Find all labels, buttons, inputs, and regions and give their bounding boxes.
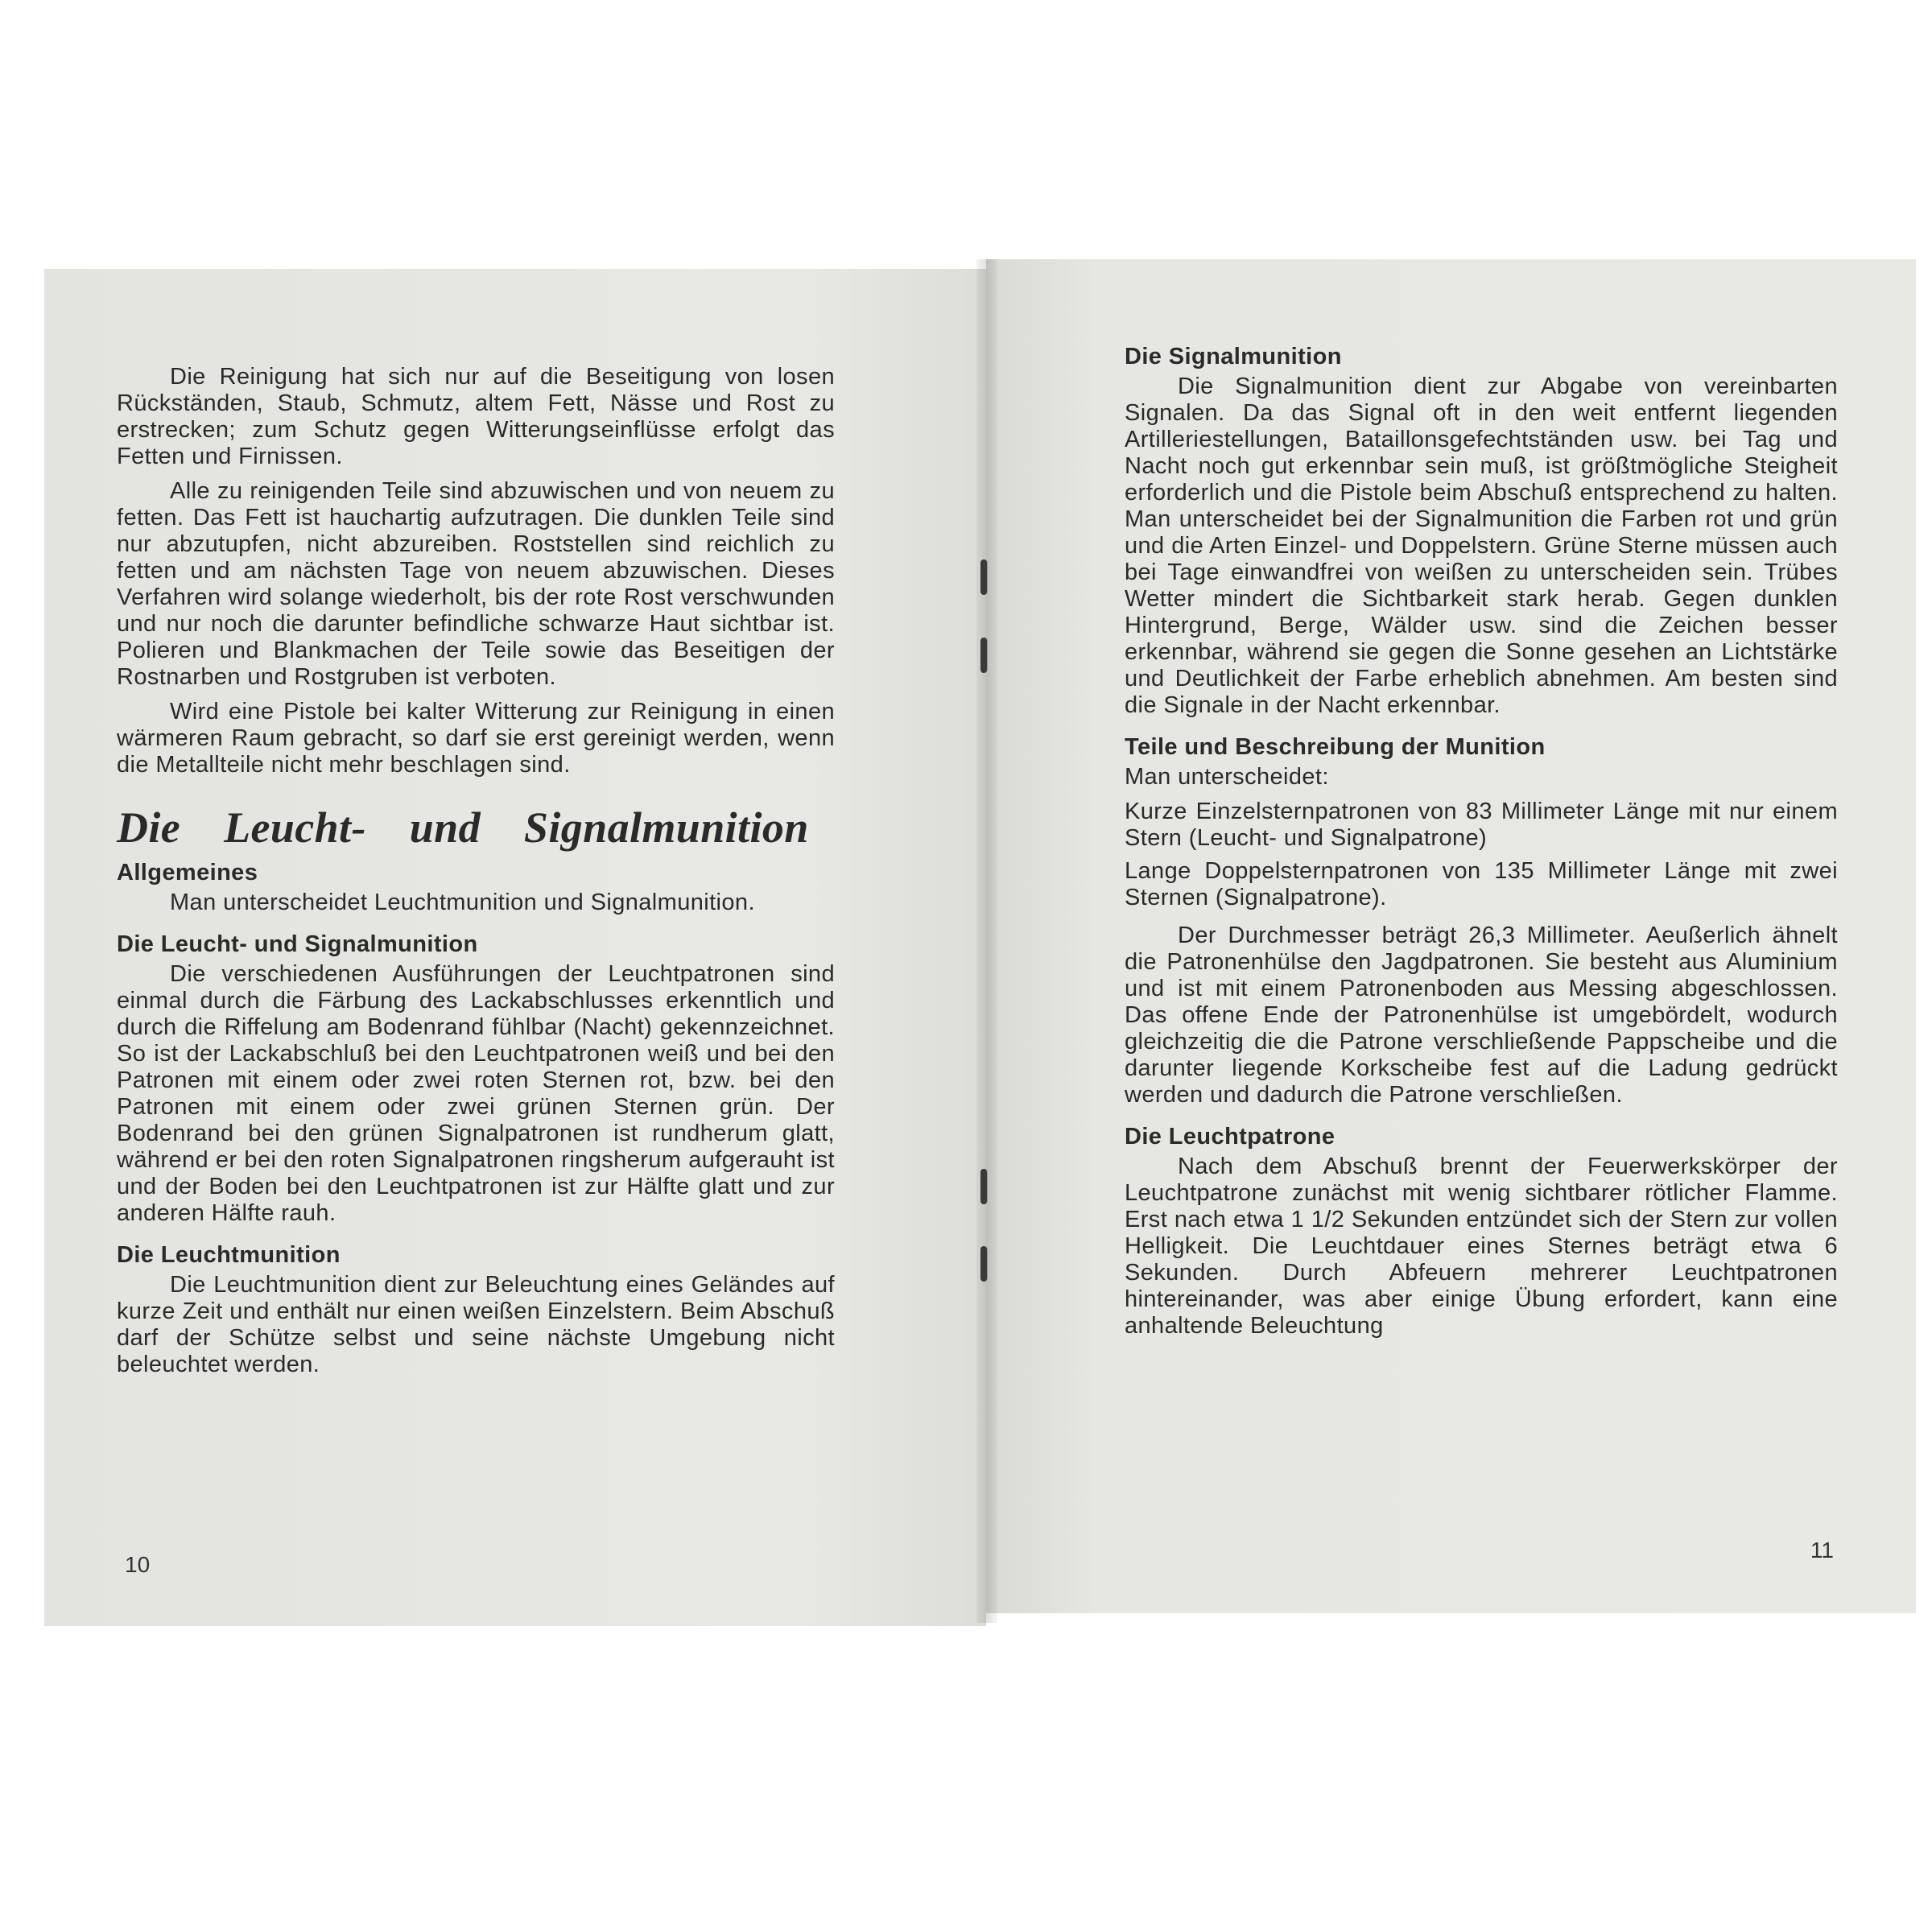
page-number: 11 xyxy=(1810,1538,1834,1563)
paragraph: Man unterscheidet: xyxy=(1125,764,1329,790)
paragraph: Die Reinigung hat sich nur auf die Beseitigung von losen Rückständen, Staub, Schmutz, altem Fett, Nässe und Rost zu erstrecken; zum Schutz gegen Witterungseinflüsse erfolgt das Fetten und Firnissen. xyxy=(117,364,835,469)
right-page-text xyxy=(1125,343,1838,1340)
paragraph: Die Leuchtmunition dient zur Beleuchtung eines Geländes auf kurze Zeit und enthält nur einen weißen Einzelstern. Beim Abschuß darf der Schütze selbst und seine nächste Umgebung nicht beleuchtet werden. xyxy=(117,1272,835,1377)
paragraph: Der Durchmesser beträgt 26,3 Millimeter. Aeußerlich ähnelt die Patronenhülse den Jagdpatronen. Sie besteht aus Aluminium und ist mit einem Patronenboden aus Messing abgeschlossen. Das offene Ende der Patronenhülse ist umgebördelt, wodurch gleichzeitig die die Patrone verschließende Pappscheibe und die darunter liegende Korkscheibe fest auf die Ladung gedrückt werden und dadurch die Patrone verschließen. xyxy=(1125,923,1838,1108)
section-heading: Teile und Beschreibung der Munition xyxy=(1125,734,1546,760)
paragraph: Die Signalmunition dient zur Abgabe von vereinbarten Signalen. Da das Signal oft in den weit entfernt liegenden Artilleriestellungen, Bataillonsgefechtständen usw. bei Tag und Nacht noch gut erkennbar sein muß, ist größtmögliche Steigheit erforderlich und die Pistole beim Abschuß entsprechend zu halten. Man unterscheidet bei der Signalmunition die Farben rot und grün und die Arten Einzel- und Doppelstern. Grüne Sterne müssen auch bei Tage einwandfrei von weißen zu unterscheiden sein. Trübes Wetter mindert die Sichtbarkeit stark herab. Gegen dunklen Hintergrund, Berge, Wälder usw. sind die Zeichen besser erkennbar, während sie gegen die Sonne gesehen an Lichtstärke und Deutlichkeit der Farbe erheblich abnehmen. Am besten sind die Signale in der Nacht erkennbar. xyxy=(1125,374,1838,718)
chapter-heading: Die Leucht- und Signalmunition xyxy=(117,803,809,852)
open-booklet xyxy=(44,266,1916,1626)
staple-icon xyxy=(980,559,987,595)
section-heading: Allgemeines xyxy=(117,860,258,886)
page-gutter xyxy=(976,259,997,1623)
staple-icon xyxy=(980,1246,987,1282)
list-item: Kurze Einzelsternpatronen von 83 Millimeter Länge mit nur einem Stern (Leucht- und Signalpatrone) xyxy=(1125,799,1838,851)
page-number: 10 xyxy=(125,1552,151,1577)
paragraph: Nach dem Abschuß brennt der Feuerwerkskörper der Leuchtpatrone zunächst mit wenig sichtbarer rötlicher Flamme. Erst nach etwa 1 1/2 Sekunden entzündet sich der Stern zur vollen Helligkeit. Die Leuchtdauer eines Sternes beträgt etwa 6 Sekunden. Durch Abfeuern mehrerer Leuchtpatronen hintereinander, was aber einige Übung erfordert, kann eine anhaltende Beleuchtung xyxy=(1125,1154,1838,1339)
section-heading: Die Leuchtpatrone xyxy=(1125,1124,1335,1150)
section-heading: Die Leuchtmunition xyxy=(117,1242,341,1268)
staple-icon xyxy=(980,1169,987,1204)
section-heading: Die Signalmunition xyxy=(1125,344,1342,369)
section-heading: Die Leucht- und Signalmunition xyxy=(117,931,478,957)
list-item: Lange Doppelsternpatronen von 135 Millimeter Länge mit zwei Sternen (Signalpatrone). xyxy=(1125,858,1838,910)
left-page-text xyxy=(117,364,835,1378)
staple-icon xyxy=(980,638,987,673)
paragraph: Die verschiedenen Ausführungen der Leuchtpatronen sind einmal durch die Färbung des Lackabschlusses erkenntlich und durch die Riffelung am Bodenrand fühlbar (Nacht) gekennzeichnet. So ist der Lackabschluß bei den Leuchtpatronen weiß und bei den Patronen mit einem oder zwei roten Sternen rot, bzw. bei den Patronen mit einem oder zwei grünen Sternen grün. Der Bodenrand bei den grünen Signalpatronen ist rundherum glatt, während er bei den roten Signalpatronen ringsherum aufgerauht ist und der Boden bei den Leuchtpatronen ist zur Hälfte glatt und zur anderen Hälfte rauh. xyxy=(117,961,835,1226)
paragraph: Wird eine Pistole bei kalter Witterung zur Reinigung in einen wärmeren Raum gebracht, so darf sie erst gereinigt werden, wenn die Metallteile nicht mehr beschlagen sind. xyxy=(117,699,835,778)
paragraph: Man unterscheidet Leuchtmunition und Signalmunition. xyxy=(170,890,755,915)
paragraph: Alle zu reinigenden Teile sind abzuwischen und von neuem zu fetten. Das Fett ist hauchartig aufzutragen. Die dunklen Teile sind nur abzutupfen, nicht abzureiben. Roststellen sind reichlich zu fetten und am nächsten Tage von neuem abzuwischen. Dieses Verfahren wird solange wiederholt, bis der rote Rost verschwunden und nur noch die darunter befindliche schwarze Haut sichtbar ist. Polieren und Blankmachen der Teile sowie das Beseitigen der Rostnarben und Rostgruben ist verboten. xyxy=(117,478,835,690)
